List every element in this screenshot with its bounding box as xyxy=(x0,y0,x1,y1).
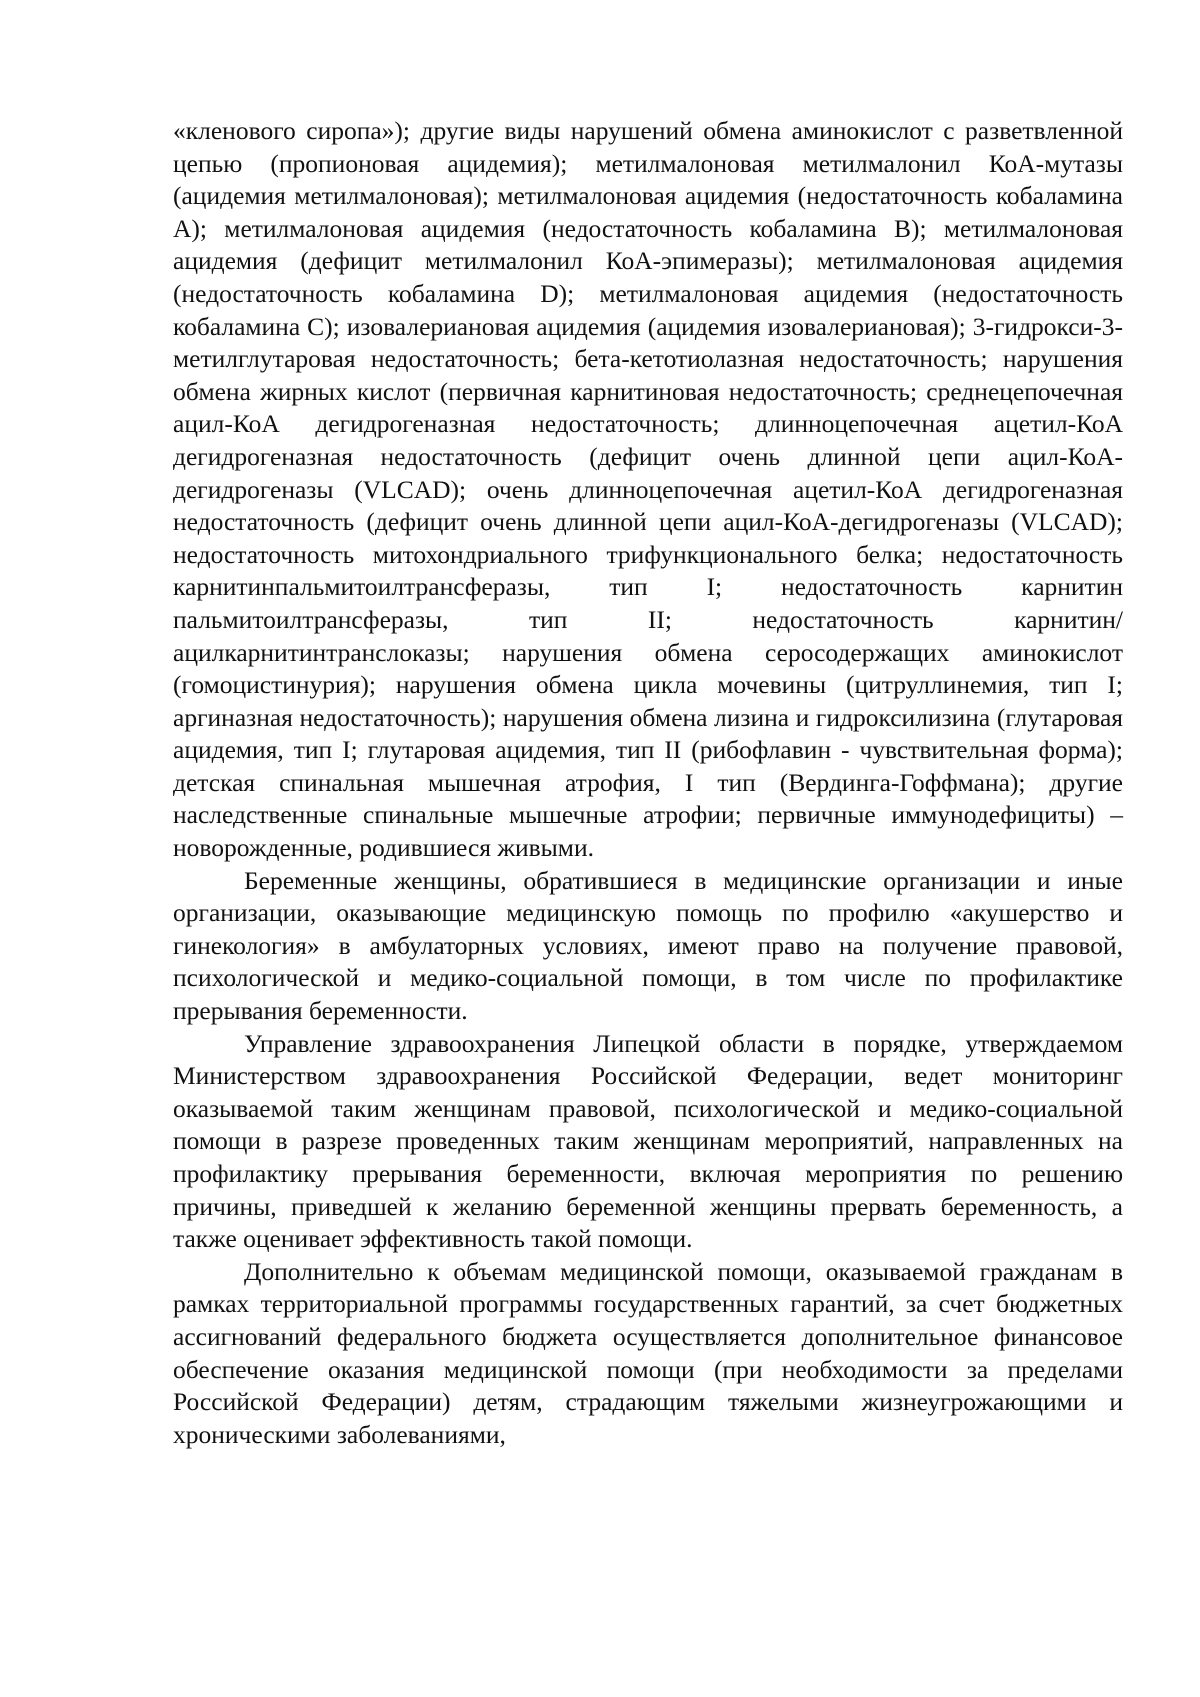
document-page xyxy=(173,115,1123,1451)
paragraph-3: Управление здравоохранения Липецкой области в порядке, утверждаемом Министерством здравоохранения Российской Федерации, ведет мониторинг оказываемой таким женщинам правовой, психологической и медико-социальной помощи в разрезе проведенных таким женщинам мероприятий, направленных на профилактику прерывания беременности, включая мероприятия по решению причины, приведшей к желанию беременной женщины прервать беременность, а также оценивает эффективность такой помощи. xyxy=(173,1028,1123,1254)
paragraph-2: Беременные женщины, обратившиеся в медицинские организации и иные организации, оказывающие медицинскую помощь по профилю «акушерство и гинекология» в амбулаторных условиях, имеют право на получение правовой, психологической и медико-социальной помощи, в том числе по профилактике прерывания беременности. xyxy=(173,865,1123,1026)
paragraph-4: Дополнительно к объемам медицинской помощи, оказываемой гражданам в рамках территориальной программы государственных гарантий, за счет бюджетных ассигнований федерального бюджета осуществляется дополнительное финансовое обеспечение оказания медицинской помощи (при необходимости за пределами Российской Федерации) детям, страдающим тяжелыми жизнеугрожающими и хроническими заболеваниями, xyxy=(173,1256,1123,1449)
paragraph-1: «кленового сиропа»); другие виды нарушений обмена аминокислот с разветвленной цепью (пропионовая ацидемия); метилмалоновая метилмалонил КоА-мутазы (ацидемия метилмалоновая); метилмалоновая ацидемия (недостаточность кобаламина А); метилмалоновая ацидемия (недостаточность кобаламина В); метилмалоновая ацидемия (дефицит метилмалонил КоА-эпимеразы); метилмалоновая ацидемия (недостаточность кобаламина D); метилмалоновая ацидемия (недостаточность кобаламина С); изовалериановая ацидемия (ацидемия изовалериановая); 3-гидрокси-3-метилглутаровая недостаточность; бета-кетотиолазная недостаточность; нарушения обмена жирных кислот (первичная карнитиновая недостаточность; среднецепочечная ацил-КоА дегидрогеназная недостаточность; длинноцепочечная ацетил-КоА дегидрогеназная недостаточность (дефицит очень длинной цепи ацил-КоА-дегидрогеназы (VLCAD); очень длинноцепочечная ацетил-КоА дегидрогеназная недостаточность (дефицит очень длинной цепи ацил-КоА-дегидрогеназы (VLCAD); недостаточность митохондриального трифункционального белка; недостаточность карнитинпальмитоилтрансферазы, тип I; недостаточность карнитин пальмитоилтрансферазы, тип II; недостаточность карнитин/ацилкарнитинтранслоказы; нарушения обмена серосодержащих аминокислот (гомоцистинурия); нарушения обмена цикла мочевины (цитруллинемия, тип I; аргиназная недостаточность); нарушения обмена лизина и гидроксилизина (глутаровая ацидемия, тип I; глутаровая ацидемия, тип II (рибофлавин - чувствительная форма); детская спинальная мышечная атрофия, I тип (Вердинга-Гоффмана); другие наследственные спинальные мышечные атрофии; первичные иммунодефициты) – новорожденные, родившиеся живыми. xyxy=(173,116,1123,863)
